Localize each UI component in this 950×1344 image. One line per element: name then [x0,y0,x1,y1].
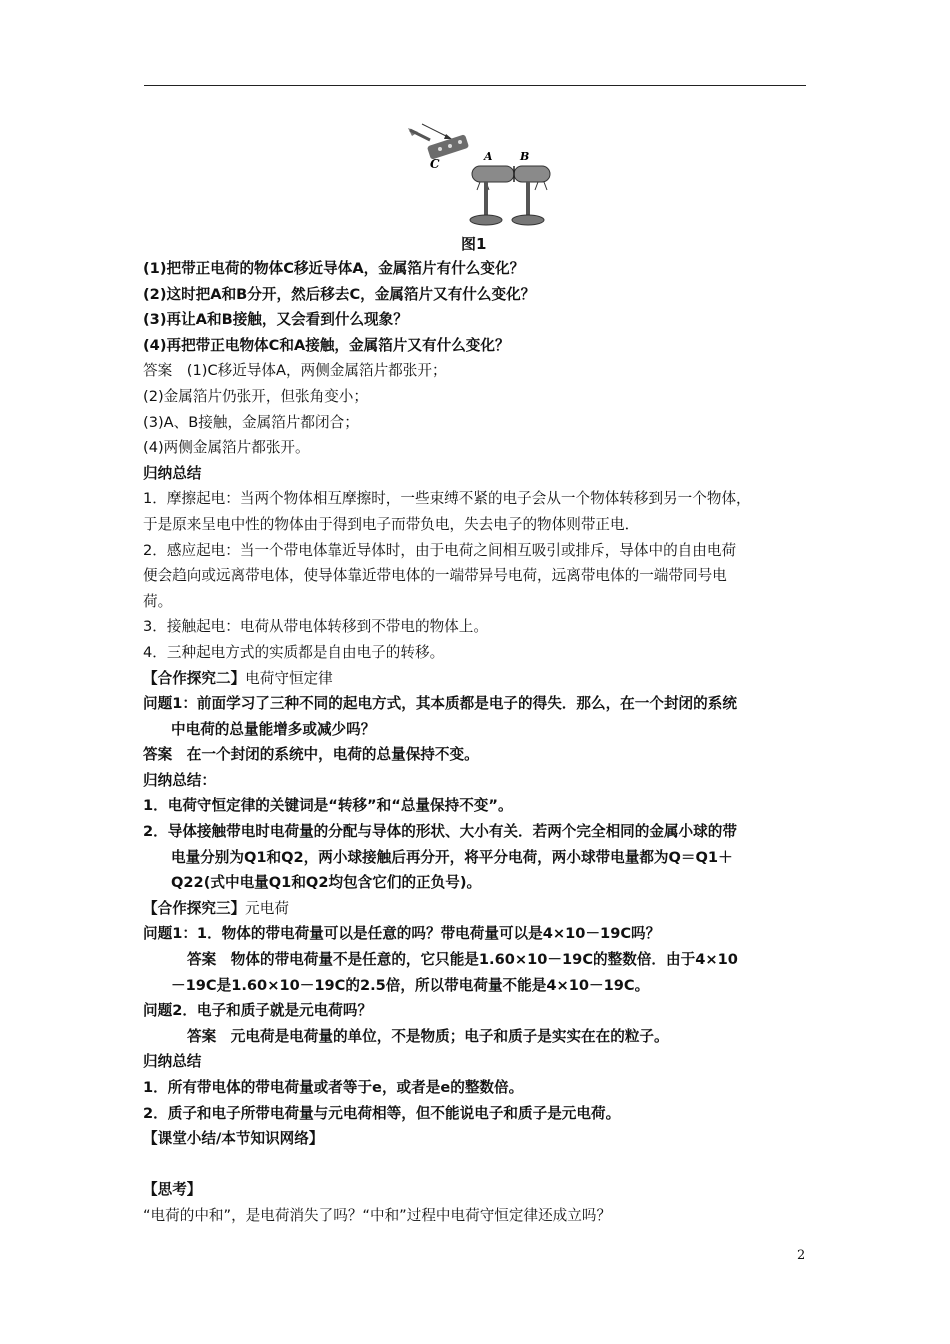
text-line: 问题1：1．物体的带电荷量可以是任意的吗？带电荷量可以是4×10－19C吗？ [143,925,661,943]
text-line: 1．所有带电体的带电荷量或者等于e，或者是e的整数倍。 [143,1079,524,1096]
label-c: C [430,157,440,171]
text-line [143,1152,813,1178]
text-line: 归纳总结 [143,464,202,482]
text-line: 于是原来呈电中性的物体由于得到电子而带负电，失去电子的物体则带正电． [143,515,640,533]
text-line: 2．感应起电：当一个带电体靠近导体时，由于电荷之间相互吸引或排斥，导体中的自由电荷 [143,541,737,559]
text-line: (2)这时把A和B分开，然后移去C，金属箔片又有什么变化？ [143,285,536,303]
stand-b [526,182,530,216]
text-line: (3)A、B接触，金属箔片都闭合； [143,413,359,431]
conductor-a [472,166,514,182]
text-line: 荷。 [143,592,173,610]
text-line [143,666,813,692]
text-line: 4．三种起电方式的实质都是自由电子的转移。 [143,643,445,661]
text-line: 答案 物体的带电荷量不是任意的，它只能是1.60×10－19C的整数倍．由于4×10 [187,951,738,969]
header-rule [144,85,806,86]
text-line: －19C是1.60×10－19C的2.5倍，所以带电荷量不能是4×10－19C。 [171,976,650,994]
figure-caption: 图1 [461,235,487,253]
text-line: 1．电荷守恒定律的关键词是“转移”和“总量保持不变”。 [143,797,513,815]
text-line: (1)把带正电荷的物体C移近导体A，金属箔片有什么变化？ [143,260,525,277]
section-bracket: 【合作探究三】 [143,899,246,917]
text-line: 中电荷的总量能增多或减少吗？ [171,720,376,738]
text-line: 2．导体接触带电时电荷量的分配与导体的形状、大小有关．若两个完全相同的金属小球的带 [143,823,737,841]
label-a: A [484,150,493,163]
text-line: 归纳总结： [143,771,216,789]
text-line: 问题1：前面学习了三种不同的起电方式，其本质都是电子的得失．那么，在一个封闭的系统 [143,695,737,713]
text-line: Q22(式中电量Q1和Q2均包含它们的正负号)。 [171,874,482,892]
text-line: 答案 (1)C移近导体A，两侧金属箔片都张开； [143,362,447,380]
charged-rod-c [408,124,469,160]
text-line: 答案 在一个封闭的系统中，电荷的总量保持不变。 [143,746,479,764]
text-line: 便会趋向或远离带电体，使导体靠近带电体的一端带异号电荷，远离带电体的一端带同号电 [143,567,727,585]
text-line: 答案 元电荷是电荷量的单位，不是物质；电子和质子是实实在在的粒子。 [187,1027,669,1045]
document-body [143,256,813,1229]
section-bracket: 【合作探究二】 [143,669,246,687]
section-title: 元电荷 [245,899,289,917]
text-line: (2)金属箔片仍张开，但张角变小； [143,387,368,405]
page-number: 2 [797,1248,806,1263]
text-line: 3．接触起电：电荷从带电体转移到不带电的物体上。 [143,618,488,636]
text-line: 电量分别为Q1和Q2，两小球接触后再分开，将平分电荷，两小球带电量都为Q＝Q1＋ [171,848,733,866]
text-line [143,896,813,922]
text-line: 1．摩擦起电：当两个物体相互摩擦时，一些束缚不紧的电子会从一个物体转移到另一个物体， [143,490,751,508]
electroscope-figure [400,118,560,230]
text-line: (4)两侧金属箔片都张开。 [143,439,310,457]
text-line: 归纳总结 [143,1053,202,1071]
text-line: 问题2．电子和质子就是元电荷吗？ [143,1002,373,1020]
text-line: (3)再让A和B接触，又会看到什么现象？ [143,311,408,329]
text-line: (4)再把带正电物体C和A接触，金属箔片又有什么变化？ [143,336,510,354]
text-line: 2．质子和电子所带电荷量与元电荷相等，但不能说电子和质子是元电荷。 [143,1104,621,1122]
section-title: 电荷守恒定律 [245,669,333,687]
text-line: 【课堂小结/本节知识网络】 [143,1130,324,1148]
text-line: “电荷的中和”，是电荷消失了吗？“中和”过程中电荷守恒定律还成立吗？ [143,1206,612,1224]
conductor-b [514,166,550,182]
label-b: B [520,150,530,163]
text-line: 【思考】 [143,1181,202,1199]
stand-a [484,182,488,216]
